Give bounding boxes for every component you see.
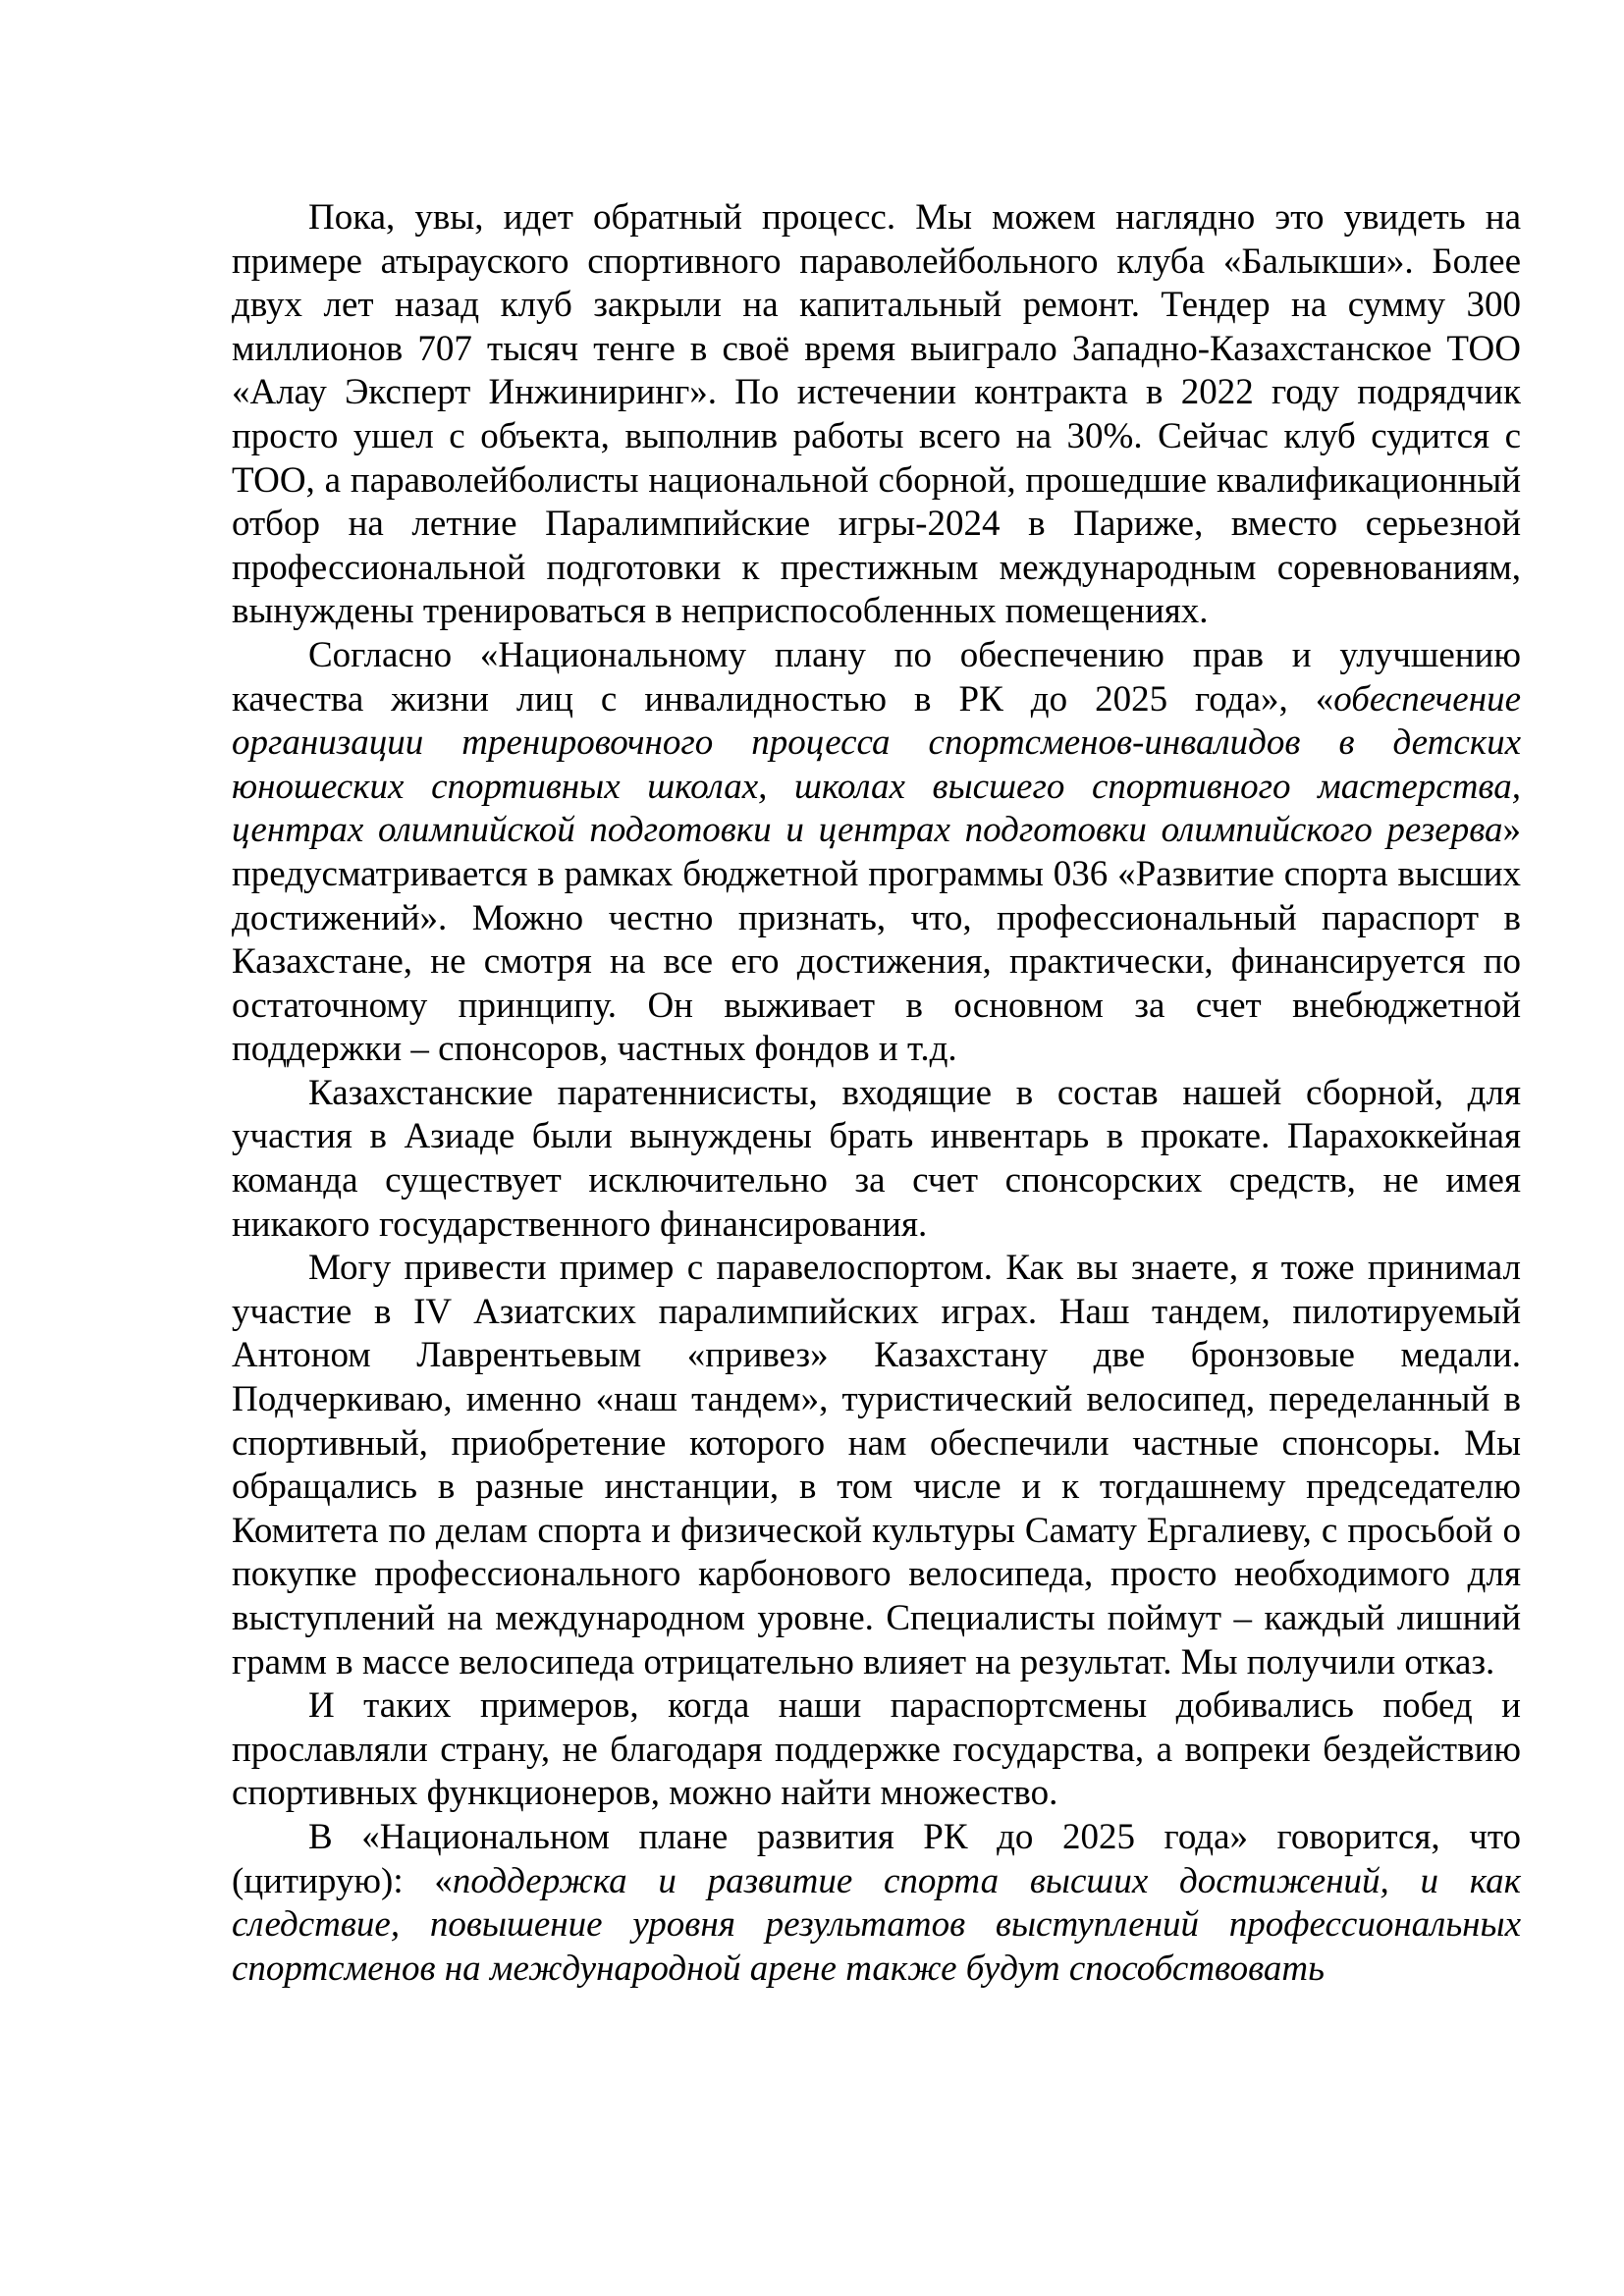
paragraph-2-text-end: » предусматривается в рамках бюджетной программы 036 «Развитие спорта высших достижений». Можно честно признать, что, профессиональный параспорт в Казахстане, не смотря на все его достижения, практически, финансируется по остаточному принципу. Он выживает в основном за счет внебюджетной поддержки – спонсоров, частных фондов и т.д. bbox=[232, 810, 1521, 1070]
paragraph-5 bbox=[232, 1684, 1521, 1816]
paragraph-2 bbox=[232, 634, 1521, 1072]
document-page bbox=[232, 196, 1521, 1991]
paragraph-4 bbox=[232, 1247, 1521, 1684]
paragraph-1-text: Пока, увы, идет обратный процесс. Мы можем наглядно это увидеть на примере атырауского спортивного параволейбольного клуба «Балыкши». Более двух лет назад клуб закрыли на капитальный ремонт. Тендер на сумму 300 миллионов 707 тысяч тенге в своё время выиграло Западно-Казахстанское ТОО «Алау Эксперт Инжиниринг». По истечении контракта в 2022 году подрядчик просто ушел с объекта, выполнив работы всего на 30%. Сейчас клуб судится с ТОО, а параволейболисты национальной сборной, прошедшие квалификационный отбор на летние Паралимпийские игры-2024 в Париже, вместо серьезной профессиональной подготовки к престижным международным соревнованиям, вынуждены тренироваться в неприспособленных помещениях. bbox=[232, 197, 1521, 632]
paragraph-5-text: И таких примеров, когда наши параспортсмены добивались побед и прославляли страну, не благодаря поддержке государства, а вопреки бездействию спортивных функционеров, можно найти множество. bbox=[232, 1685, 1521, 1814]
paragraph-6-text-start: В «Национальном плане развития РК до 2025 года» говорится, что (цитирую): « bbox=[232, 1816, 1521, 1901]
paragraph-2-italic-quote: обеспечение организации тренировочного процесса спортсменов-инвалидов в детских юношеских спортивных школах, школах высшего спортивного мастерства, центрах олимпийской подготовки и центрах подготовки олимпийского резерва bbox=[232, 678, 1521, 851]
paragraph-2-text-start: Согласно «Национальному плану по обеспечению прав и улучшению качества жизни лиц с инвалидностью в РК до 2025 года», « bbox=[232, 634, 1521, 720]
paragraph-3-text: Казахстанские паратеннисисты, входящие в состав нашей сборной, для участия в Азиаде были вынуждены брать инвентарь в прокате. Парахоккейная команда существует исключительно за счет спонсорских средств, не имея никакого государственного финансирования. bbox=[232, 1072, 1521, 1245]
paragraph-3 bbox=[232, 1072, 1521, 1247]
paragraph-1 bbox=[232, 196, 1521, 634]
paragraph-6 bbox=[232, 1816, 1521, 1991]
paragraph-6-italic-quote: поддержка и развитие спорта высших достижений, и как следствие, повышение уровня результатов выступлений профессиональных спортсменов на международной арене также будут способствовать bbox=[232, 1860, 1521, 1989]
paragraph-4-text: Могу привести пример с паравелоспортом. Как вы знаете, я тоже принимал участие в IV Азиатских паралимпийских играх. Наш тандем, пилотируемый Антоном Лаврентьевым «привез» Казахстану две бронзовые медали. Подчеркиваю, именно «наш тандем», туристический велосипед, переделанный в спортивный, приобретение которого нам обеспечили частные спонсоры. Мы обращались в разные инстанции, в том числе и к тогдашнему председателю Комитета по делам спорта и физической культуры Самату Ергалиеву, с просьбой о покупке профессионального карбонового велосипеда, просто необходимого для выступлений на международном уровне. Специалисты поймут – каждый лишний грамм в массе велосипеда отрицательно влияет на результат. Мы получили отказ. bbox=[232, 1248, 1521, 1682]
